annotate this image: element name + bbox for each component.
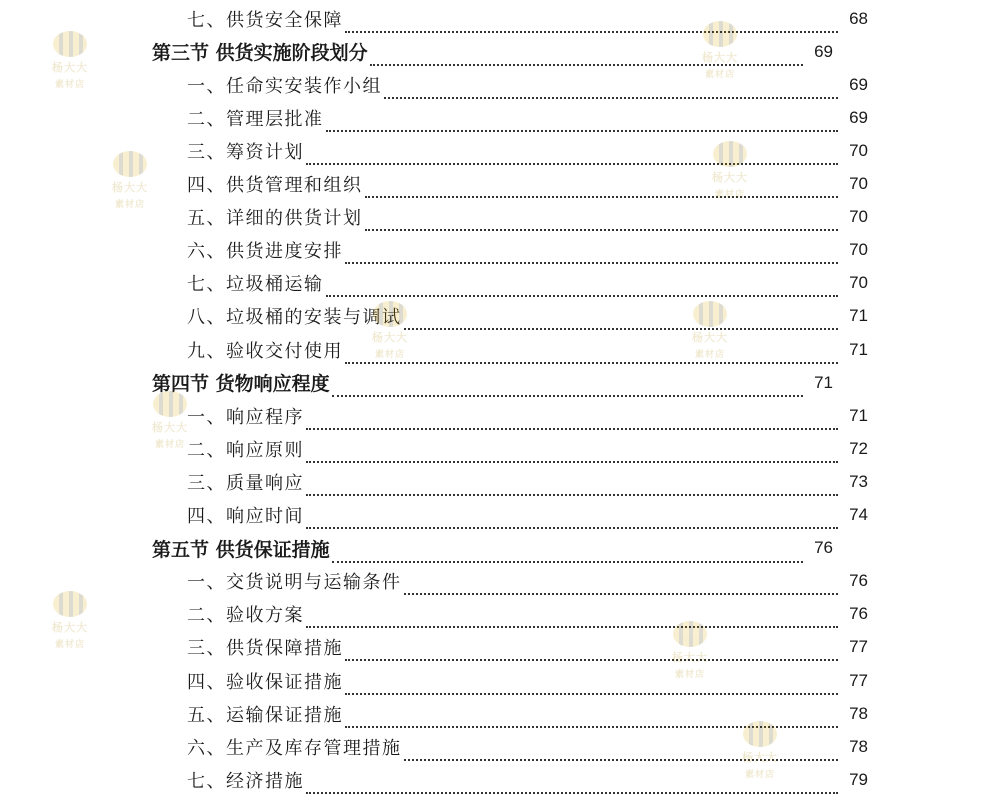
toc-leader-dots xyxy=(306,774,838,794)
watermark-label: 杨大大 xyxy=(372,330,408,344)
toc-subsection-entry[interactable] xyxy=(0,763,987,796)
toc-leader-dots xyxy=(345,675,838,695)
toc-page-number: 77 xyxy=(849,637,868,657)
toc-leader-dots xyxy=(306,145,838,165)
watermark-sublabel: 素材店 xyxy=(704,69,735,80)
watermark-sublabel: 素材店 xyxy=(694,349,725,360)
toc-page-number: 71 xyxy=(814,372,833,392)
toc-leader-dots xyxy=(306,608,838,628)
watermark-sublabel: 素材店 xyxy=(714,189,745,200)
toc-entry-title: 四、响应时间 xyxy=(187,506,304,527)
toc-subsection-entry[interactable] xyxy=(0,465,987,498)
toc-leader-dots xyxy=(404,310,839,330)
toc-leader-dots xyxy=(306,476,838,496)
toc-subsection-entry[interactable] xyxy=(0,432,987,465)
toc-leader-dots xyxy=(332,376,803,397)
toc-page-number: 71 xyxy=(849,339,868,359)
watermark-label: 杨大大 xyxy=(712,170,748,184)
toc-leader-dots xyxy=(365,178,839,198)
toc-section-entry[interactable] xyxy=(0,532,952,565)
toc-entry-title: 六、生产及库存管理措施 xyxy=(187,737,402,759)
watermark-sublabel: 素材店 xyxy=(54,79,85,90)
toc-entry-title: 三、供货保障措施 xyxy=(187,638,343,660)
toc-entry-title: 一、响应程序 xyxy=(187,406,304,428)
toc-section-entry[interactable] xyxy=(0,366,952,399)
toc-page-number: 78 xyxy=(849,736,868,756)
toc-subsection-entry[interactable] xyxy=(0,300,987,333)
toc-page-number: 70 xyxy=(849,140,868,160)
toc-entry-title: 九、验收交付使用 xyxy=(187,340,343,362)
toc-entry-title: 一、交货说明与运输条件 xyxy=(187,572,402,594)
toc-page-number: 69 xyxy=(849,74,868,94)
toc-entry-title: 七、经济措施 xyxy=(187,770,304,792)
watermark-sublabel: 素材店 xyxy=(674,669,705,680)
toc-page-number: 76 xyxy=(849,571,868,591)
watermark-label: 杨大大 xyxy=(672,650,708,664)
toc-subsection-entry[interactable] xyxy=(0,168,987,201)
watermark-label: 杨大大 xyxy=(52,620,88,634)
toc-leader-dots xyxy=(345,344,838,364)
toc-page-number: 70 xyxy=(849,174,868,193)
toc-leader-dots xyxy=(326,277,839,297)
watermark-label: 杨大大 xyxy=(692,330,728,344)
toc-entry-title: 一、任命实安装作小组 xyxy=(187,75,382,97)
toc-leader-dots xyxy=(306,410,838,430)
watermark-sublabel: 素材店 xyxy=(114,199,145,210)
watermark-label: 杨大大 xyxy=(112,180,148,194)
toc-entry-title: 二、响应原则 xyxy=(187,439,304,461)
toc-entry-title: 七、垃圾桶运输 xyxy=(187,274,324,296)
toc-entry-title: 四、验收保证措施 xyxy=(187,671,343,693)
toc-leader-dots xyxy=(365,211,839,231)
watermark-label: 杨大大 xyxy=(52,60,88,74)
toc-subsection-entry[interactable] xyxy=(0,697,987,730)
toc-page-number: 74 xyxy=(849,505,868,524)
toc-page-number: 72 xyxy=(849,438,868,458)
toc-subsection-entry[interactable] xyxy=(0,134,987,167)
toc-leader-dots xyxy=(306,443,838,463)
toc-page-number: 70 xyxy=(849,207,868,227)
toc-leader-dots xyxy=(384,79,838,99)
toc-page-number: 68 xyxy=(849,8,868,28)
toc-entry-title: 五、运输保证措施 xyxy=(187,704,343,726)
watermark-sublabel: 素材店 xyxy=(374,349,405,360)
toc-subsection-entry[interactable] xyxy=(0,333,987,366)
toc-page-number: 73 xyxy=(849,471,868,491)
toc-page-number: 71 xyxy=(849,405,868,425)
toc-entry-title: 第三节 供货实施阶段划分 xyxy=(152,42,368,65)
toc-section-entry[interactable] xyxy=(0,35,952,68)
toc-leader-dots xyxy=(345,708,838,728)
toc-entry-title: 第四节 货物响应程度 xyxy=(152,373,330,396)
toc-entry-title: 二、验收方案 xyxy=(187,605,304,627)
toc-page-number: 78 xyxy=(849,703,868,723)
toc-leader-dots xyxy=(345,641,838,661)
toc-page-number: 71 xyxy=(849,306,868,326)
watermark-sublabel: 素材店 xyxy=(744,769,775,780)
toc-page-number: 69 xyxy=(814,41,833,61)
toc-subsection-entry[interactable] xyxy=(0,101,987,134)
toc-leader-dots xyxy=(332,542,803,563)
toc-leader-dots xyxy=(345,244,838,264)
toc-leader-dots xyxy=(370,45,803,66)
toc-subsection-entry[interactable] xyxy=(0,499,987,532)
toc-subsection-entry[interactable] xyxy=(0,234,987,267)
watermark-sublabel: 素材店 xyxy=(54,639,85,650)
toc-entry-title: 五、详细的供货计划 xyxy=(187,208,363,230)
toc-entry-title: 第五节 供货保证措施 xyxy=(152,538,330,561)
toc-entry-title: 六、供货进度安排 xyxy=(187,241,343,263)
toc-entry-title: 四、供货管理和组织 xyxy=(187,175,363,196)
toc-subsection-entry[interactable] xyxy=(0,664,987,697)
toc-page-number: 76 xyxy=(814,538,833,558)
toc-entry-title: 二、管理层批准 xyxy=(187,108,324,130)
toc-subsection-entry[interactable] xyxy=(0,565,987,598)
watermark-sublabel: 素材店 xyxy=(154,439,185,450)
toc-subsection-entry[interactable] xyxy=(0,631,987,664)
toc-entry-title: 八、垃圾桶的安装与调试 xyxy=(187,307,402,329)
toc-page-number: 79 xyxy=(849,769,868,789)
toc-subsection-entry[interactable] xyxy=(0,598,987,631)
toc-subsection-entry[interactable] xyxy=(0,68,987,101)
watermark-label: 杨大大 xyxy=(742,750,778,764)
toc-page-number: 76 xyxy=(849,604,868,624)
toc-subsection-entry[interactable] xyxy=(0,2,987,35)
toc-page-number: 69 xyxy=(849,107,868,127)
toc-leader-dots xyxy=(404,741,839,761)
toc-subsection-entry[interactable] xyxy=(0,730,987,763)
toc-leader-dots xyxy=(326,112,839,132)
toc-subsection-entry[interactable] xyxy=(0,267,987,300)
toc-leader-dots xyxy=(306,509,838,529)
watermark-label: 杨大大 xyxy=(702,50,738,64)
toc-page-number: 77 xyxy=(849,670,868,690)
toc-leader-dots xyxy=(404,575,839,595)
toc-entry-title: 三、筹资计划 xyxy=(187,141,304,163)
toc-subsection-entry[interactable] xyxy=(0,399,987,432)
toc-page-number: 70 xyxy=(849,273,868,293)
watermark-label: 杨大大 xyxy=(152,420,188,434)
toc-entry-title: 七、供货安全保障 xyxy=(187,9,343,31)
toc-subsection-entry[interactable] xyxy=(0,201,987,234)
toc-page-number: 70 xyxy=(849,240,868,260)
toc-entry-title: 三、质量响应 xyxy=(187,472,304,494)
toc-leader-dots xyxy=(345,13,838,33)
